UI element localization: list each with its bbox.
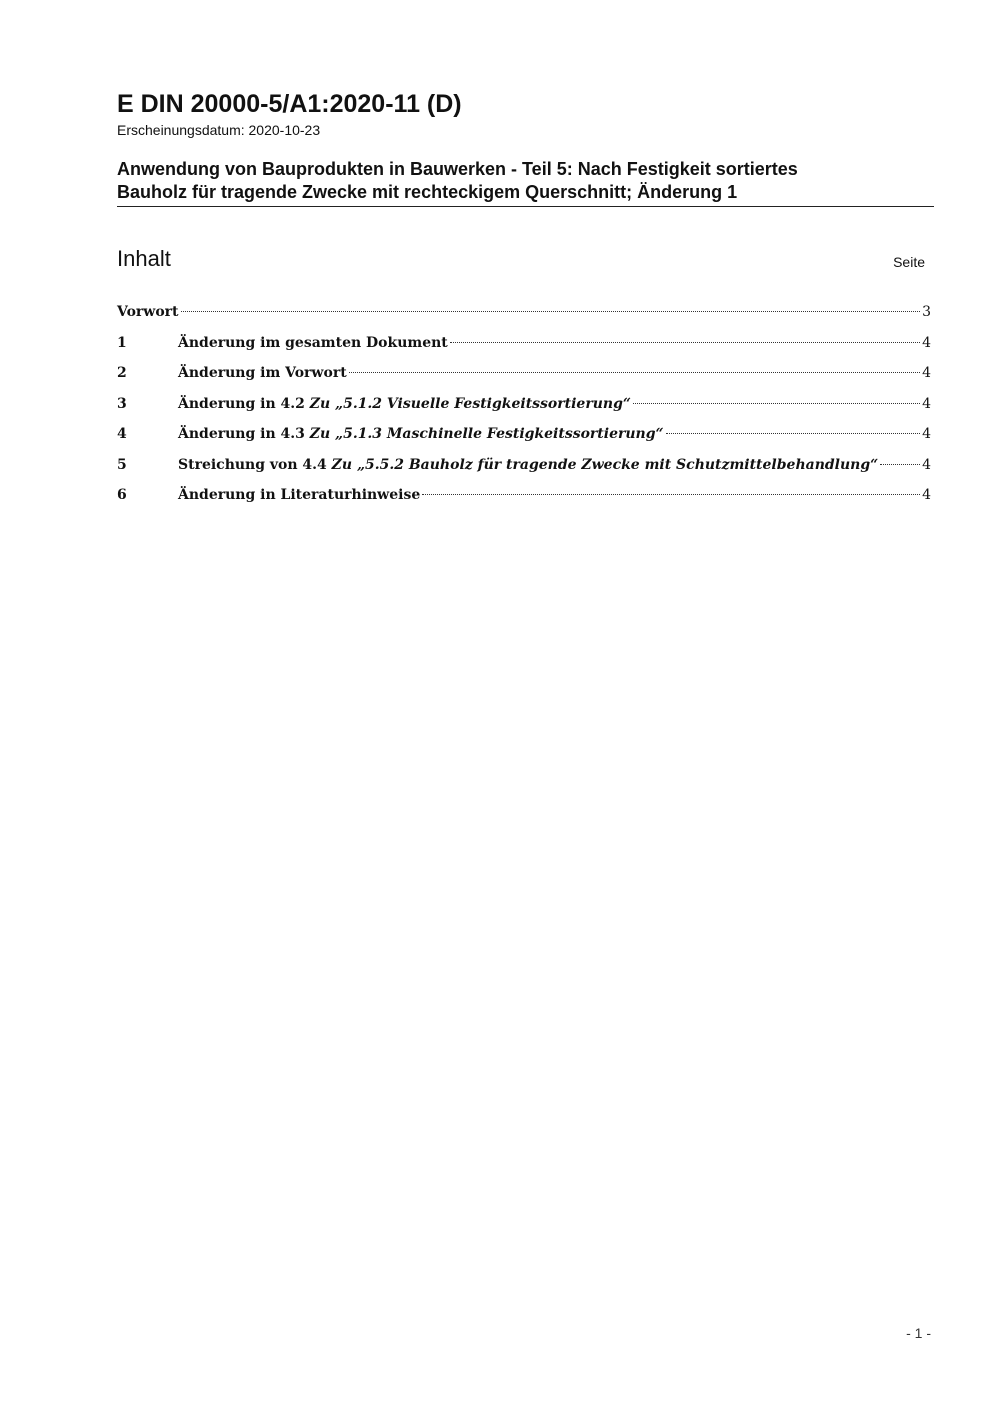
document-heading-line-2: Bauholz für tragende Zwecke mit rechteckigem Querschnitt; Änderung 1	[117, 182, 738, 202]
toc-dot-leader	[349, 372, 920, 373]
page-title: E DIN 20000-5/A1:2020-11 (D)	[117, 90, 462, 118]
toc-dot-leader	[181, 311, 921, 312]
toc-entry-4[interactable]	[117, 424, 931, 444]
toc-heading: Inhalt	[117, 246, 171, 271]
toc-entry-text	[178, 455, 878, 475]
toc-dot-leader	[880, 464, 920, 465]
toc-entry-page: 4	[922, 334, 931, 351]
toc-entry-text-italic: Zu „5.1.3 Maschinelle Festigkeitssortierung“	[309, 426, 664, 442]
toc-entry-3[interactable]	[117, 394, 931, 414]
publication-date: Erscheinungsdatum: 2020-10-23	[117, 122, 321, 138]
toc-dot-leader	[666, 433, 921, 434]
document-heading-line-1: Anwendung von Bauprodukten in Bauwerken - Teil 5: Nach Festigkeit sortiertes	[117, 159, 798, 179]
document-heading	[117, 158, 933, 204]
toc-entry-page: 4	[922, 487, 931, 503]
toc-entry-number: 6	[117, 487, 127, 503]
toc-entry-6[interactable]	[117, 485, 931, 505]
toc-entry-text-italic: Zu „5.5.2 Bauholz für tragende Zwecke mit Schutzmittelbehandlung“	[331, 456, 879, 473]
toc-entry-text	[178, 424, 664, 444]
toc-entry-2[interactable]	[117, 363, 931, 383]
toc-dot-leader	[633, 403, 920, 404]
toc-entry-page: 4	[922, 365, 931, 381]
toc-dot-leader	[450, 342, 920, 343]
toc-dot-leader	[422, 494, 920, 495]
toc-entry-text-main: Streichung von 4.4	[178, 456, 332, 473]
toc-entry-page: 3	[922, 304, 931, 320]
toc-entry-number: 5	[117, 456, 127, 473]
toc-entry-number: 3	[117, 395, 127, 412]
toc-entry-number: 2	[117, 365, 127, 381]
toc-entry-vorwort[interactable]	[117, 302, 931, 322]
toc-entry-text	[178, 394, 631, 414]
toc-entry-text: Vorwort	[117, 304, 179, 320]
toc-entry-text: Änderung in Literaturhinweise	[178, 487, 421, 503]
toc-entry-number: 1	[117, 334, 127, 351]
page-number: - 1 -	[906, 1325, 931, 1341]
toc-entry-text: Änderung im gesamten Dokument	[178, 334, 448, 351]
toc-entry-page: 4	[922, 456, 931, 473]
toc-entry-page: 4	[922, 426, 931, 442]
toc-entry-text-main: Änderung in 4.3	[178, 426, 310, 442]
toc-entry-5[interactable]	[117, 455, 931, 475]
table-of-contents	[117, 302, 931, 516]
toc-entry-text-italic: Zu „5.1.2 Visuelle Festigkeitssortierung“	[309, 395, 631, 412]
toc-entry-1[interactable]	[117, 333, 931, 353]
header-divider	[117, 206, 934, 207]
toc-entry-page: 4	[922, 395, 931, 412]
toc-entry-text-main: Änderung in 4.2	[178, 395, 310, 412]
toc-entry-text: Änderung im Vorwort	[178, 365, 347, 381]
toc-page-column-label: Seite	[893, 254, 925, 270]
toc-entry-number: 4	[117, 426, 127, 442]
